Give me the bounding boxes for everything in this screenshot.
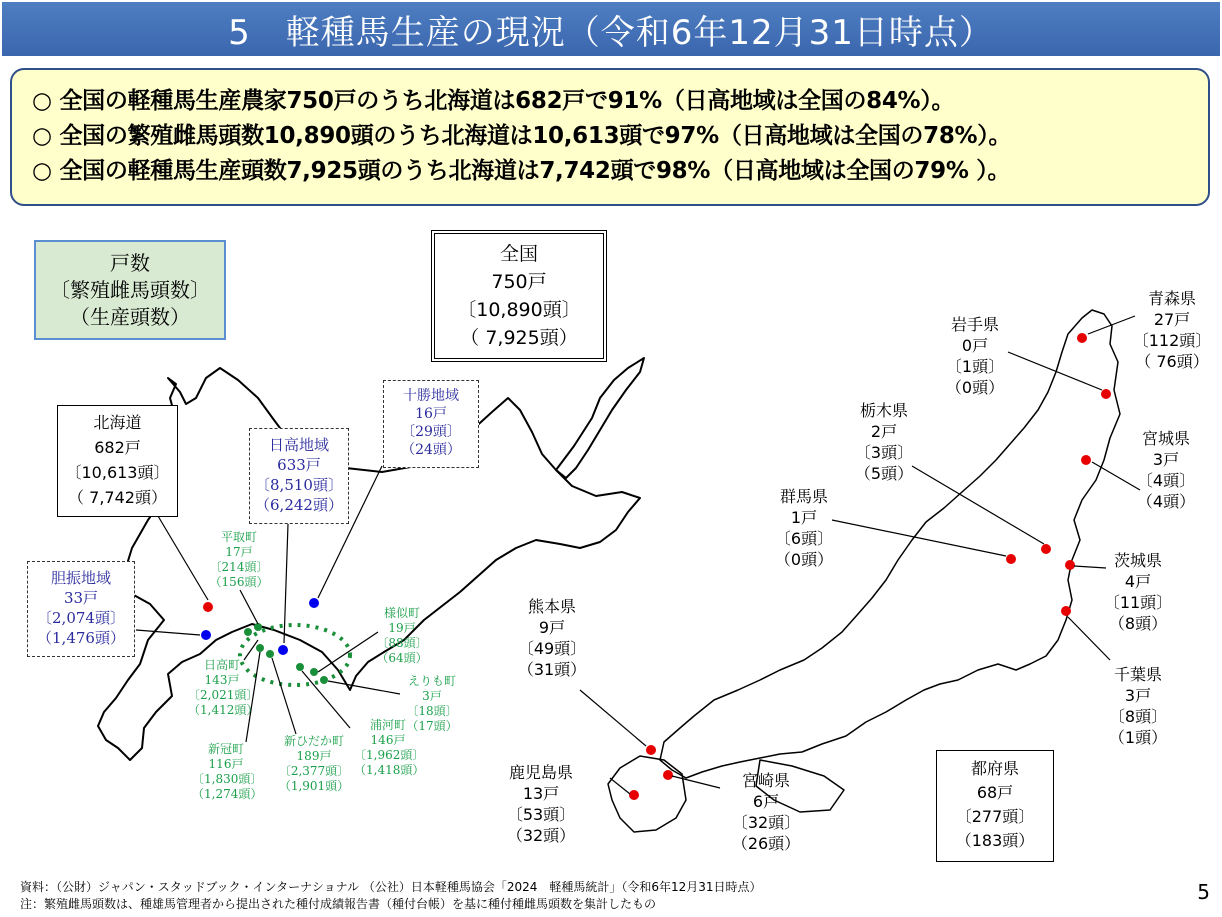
dot-gunma <box>1006 554 1016 564</box>
legend-box <box>34 240 226 340</box>
pref-ibaraki: 茨城県 4戸 〔11頭〕 （8頭） <box>1103 551 1173 633</box>
footer-source: 資料：（公財）ジャパン・スタッドブック・インターナショナル （公社）日本軽種馬協会「2024 軽種馬統計」（令和6年12月31日時点） <box>20 880 762 894</box>
legend-production: （生産頭数） <box>70 305 190 329</box>
summary-line-3: ○ 全国の軽種馬生産頭数7,925頭のうち北海道は7,742頭で98%（日高地域は全国の79% ）。 <box>32 158 1011 184</box>
page-number: 5 <box>1197 880 1210 904</box>
town-urakawa: 浦河町 146戸 〔1,962頭〕 （1,418頭） <box>354 718 425 777</box>
dot-aomori <box>1077 333 1087 343</box>
summary-line-2: ○ 全国の繁殖雌馬頭数10,890頭のうち北海道は10,613頭で97%（日高地域は全国の78%）。 <box>32 123 1012 149</box>
dot-hidaka <box>278 645 288 655</box>
dot-iburi <box>201 630 211 640</box>
tokachi-box: 十勝地域 16戸 〔29頭〕 （24頭） <box>383 380 479 468</box>
town-biratori: 平取町 17戸 〔214頭〕 （156頭） <box>209 530 269 589</box>
pref-chiba: 千葉県 3戸 〔8頭〕 （1頭） <box>1108 665 1168 747</box>
dot-kumamoto <box>646 745 656 755</box>
pref-gunma: 群馬県 1戸 〔6頭〕 （0頭） <box>774 487 834 569</box>
pref-miyagi: 宮城県 3戸 〔4頭〕 （4頭） <box>1136 429 1196 511</box>
dot-miyagi <box>1081 455 1091 465</box>
footer-note: 注：繁殖雌馬頭数は、種雄馬管理者から提出された種付成績報告書（種付台帳）を基に種付種雌馬頭数を集計したもの <box>20 897 657 911</box>
pref-miyazaki: 宮崎県 6戸 〔32頭〕 （26頭） <box>731 771 801 853</box>
dot-hokkaido <box>203 602 213 612</box>
dot-kagoshima <box>629 790 639 800</box>
hokkaido-box: 北海道 682戸 〔10,613頭〕 （ 7,742頭） <box>57 405 178 517</box>
dot-tochigi <box>1041 544 1051 554</box>
national-box: 全国 750戸 〔10,890頭〕 （ 7,925頭） <box>431 230 607 362</box>
summary-line-1: ○ 全国の軽種馬生産農家750戸のうち北海道は682戸で91%（日高地域は全国の84%）。 <box>32 88 955 114</box>
page-title: 5 軽種馬生産の現況（令和6年12月31日時点） <box>2 2 1220 56</box>
dot-iwate <box>1101 389 1111 399</box>
todofuken-box: 都府県 68戸 〔277頭〕 （183頭） <box>936 750 1054 862</box>
pref-tochigi: 栃木県 2戸 〔3頭〕 （5頭） <box>854 401 914 483</box>
legend-households: 戸数 <box>110 251 150 275</box>
town-niikappu: 新冠町 116戸 〔1,830頭〕 （1,274頭） <box>192 742 263 801</box>
hidaka-box: 日高地域 633戸 〔8,510頭〕 （6,242頭） <box>249 428 349 524</box>
pref-kumamoto: 熊本県 9戸 〔49頭〕 （31頭） <box>517 597 587 679</box>
dot-chiba <box>1061 606 1071 616</box>
pref-kagoshima: 鹿児島県 13戸 〔53頭〕 （32頭） <box>506 763 576 845</box>
dot-miyazaki <box>663 770 673 780</box>
dot-ibaraki <box>1065 560 1075 570</box>
pref-aomori: 青森県 27戸 〔112頭〕 （ 76頭） <box>1132 289 1212 371</box>
pref-iwate: 岩手県 0戸 〔1頭〕 （0頭） <box>945 315 1005 397</box>
dot-tokachi <box>309 598 319 608</box>
town-hidaka: 日高町 143戸 〔2,021頭〕 （1,412頭） <box>188 658 259 717</box>
town-erimo: えりも町 3戸 〔18頭〕 （17頭） <box>406 674 458 733</box>
hokkaido-outline <box>98 358 644 760</box>
iburi-box: 胆振地域 33戸 〔2,074頭〕 （1,476頭） <box>27 561 135 657</box>
red-dots <box>203 333 1111 800</box>
town-shinhidaka: 新ひだか町 189戸 〔2,377頭〕 （1,901頭） <box>278 734 350 793</box>
legend-broodmares: 〔繁殖雌馬頭数〕 <box>50 278 210 302</box>
town-samani: 様似町 19戸 〔88頭〕 （64頭） <box>376 606 428 665</box>
